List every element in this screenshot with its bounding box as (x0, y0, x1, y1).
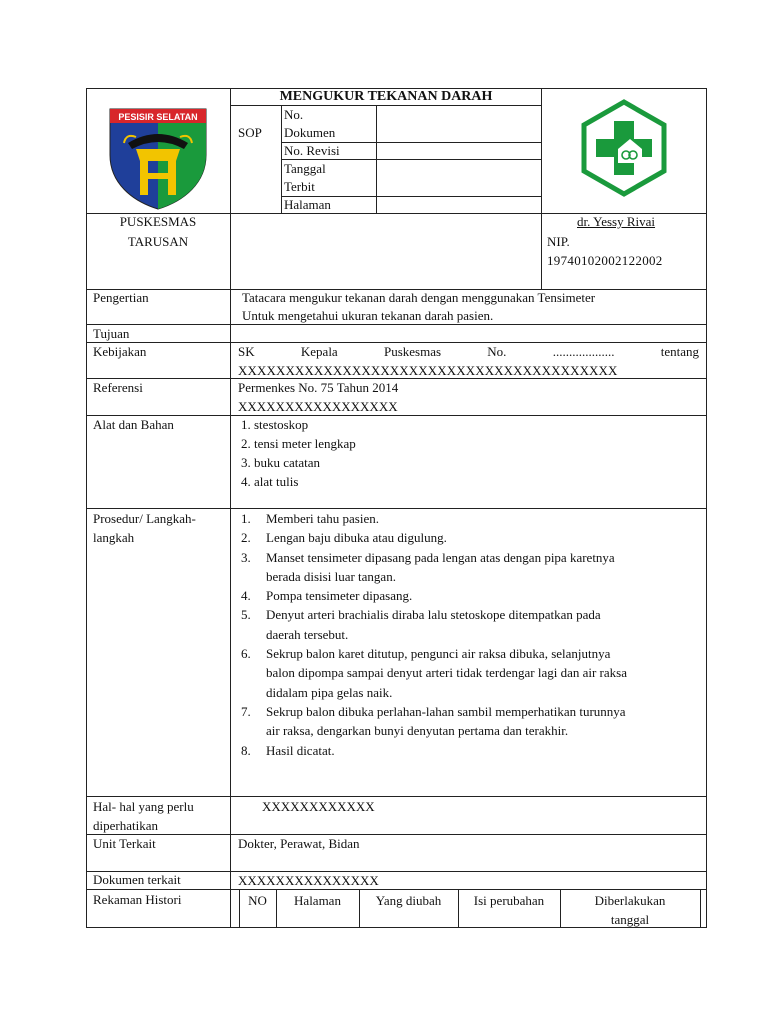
kebijakan-word: SK (238, 344, 255, 359)
referensi-text: Permenkes No. 75 Tahun 2014 (238, 380, 399, 395)
step-text: Pompa tensimeter dipasang. (266, 588, 413, 604)
list-item (241, 586, 703, 605)
alat-item: 3. buku catatan (241, 455, 321, 470)
step-number: 2. (241, 530, 251, 546)
divider (700, 889, 701, 928)
step-text: Sekrup balon dibuka perlahan-lahan sambil memperhatikan turunnya (266, 703, 626, 719)
referensi-text: XXXXXXXXXXXXXXXXX (238, 399, 398, 414)
pengertian-text: Tatacara mengukur tekanan darah dengan menggunakan Tensimeter (242, 290, 596, 305)
signer-nip: 19740102002122002 (547, 253, 663, 268)
unit-value: Dokter, Perawat, Bidan (238, 836, 360, 851)
hal-value: XXXXXXXXXXXX (262, 799, 375, 814)
pesisir-selatan-logo (106, 103, 210, 211)
alat-item: 1. stestoskop (241, 417, 309, 432)
signer-name: dr. Yessy Rivai (577, 214, 656, 229)
step-number: 5. (241, 607, 251, 623)
list-item (241, 741, 703, 760)
step-text: balon dipompa sampai denyut arteri tidak terdengar lagi dan air raksa (266, 665, 627, 681)
step-number: 1. (241, 511, 251, 526)
kebijakan-text: XXXXXXXXXXXXXXXXXXXXXXXXXXXXXXXXXXXXXXXX (238, 363, 618, 378)
list-item (241, 509, 703, 528)
step-text: Lengan baju dibuka atau digulung. (266, 530, 447, 546)
alat-item: 4. alat tulis (241, 474, 299, 489)
step-text: Hasil dicatat. (266, 742, 335, 758)
field-label-no-dokumen: Dokumen (284, 125, 336, 140)
step-text: Denyut arteri brachialis diraba lalu stetoskope ditempatkan pada (266, 607, 601, 623)
step-text: daerah tersebut. (266, 626, 349, 642)
svg-text:PESISIR SELATAN: PESISIR SELATAN (118, 112, 198, 122)
kebijakan-word: tentang (660, 344, 699, 359)
list-item (241, 605, 703, 644)
alat-item: 2. tensi meter lengkap (241, 436, 356, 451)
history-header-isi-perubahan: Isi perubahan (473, 893, 545, 908)
puskesmas-logo (578, 99, 670, 197)
dokumen-value: XXXXXXXXXXXXXXX (238, 873, 379, 888)
history-header-yang-diubah: Yang diubah (375, 893, 442, 908)
field-label-tanggal-terbit: Terbit (284, 179, 315, 194)
row-label-prosedur: langkah (93, 530, 135, 545)
kebijakan-word: ................... (552, 344, 615, 359)
history-header-halaman: Halaman (294, 893, 341, 908)
step-text: Memberi tahu pasien. (266, 511, 379, 526)
row-label-alat: Alat dan Bahan (93, 417, 174, 432)
step-number: 8. (241, 742, 251, 758)
row-label-prosedur: Prosedur/ Langkah- (93, 511, 196, 526)
kebijakan-text (238, 342, 699, 361)
row-label-dokumen: Dokumen terkait (93, 872, 181, 887)
history-header-no: NO (248, 893, 267, 908)
signer-nip-label: NIP. (547, 234, 570, 249)
step-text: Manset tensimeter dipasang pada lengan atas dengan pipa karetnya (266, 549, 615, 565)
list-item (241, 702, 703, 741)
step-text: berada disisi luar tangan. (266, 568, 396, 584)
sop-label: SOP (238, 125, 262, 140)
history-header-diberlakukan: Diberlakukan (594, 893, 666, 908)
field-label-tanggal-terbit: Tanggal (284, 161, 326, 176)
kebijakan-word: No. (487, 344, 507, 359)
step-number: 3. (241, 549, 251, 565)
list-item (241, 644, 703, 702)
field-label-no-revisi: No. Revisi (284, 143, 340, 158)
step-text: didalam pipa gelas naik. (266, 684, 393, 700)
row-label-hal: Hal- hal yang perlu (93, 799, 194, 814)
field-label-halaman: Halaman (284, 197, 331, 212)
step-number: 4. (241, 588, 251, 604)
row-label-rekaman: Rekaman Histori (93, 892, 182, 907)
row-label-referensi: Referensi (93, 380, 143, 395)
list-item (241, 528, 703, 547)
divider (86, 834, 707, 835)
institution-name: PUSKESMAS (119, 214, 197, 229)
row-label-pengertian: Pengertian (93, 290, 149, 305)
row-label-unit: Unit Terkait (93, 836, 156, 851)
pengertian-text: Untuk mengetahui ukuran tekanan darah pasien. (242, 308, 494, 323)
prosedur-steps (241, 509, 703, 760)
document-title: MENGUKUR TEKANAN DARAH (279, 89, 493, 104)
row-label-tujuan: Tujuan (93, 326, 130, 341)
institution-name: TARUSAN (127, 234, 189, 249)
kebijakan-word: Puskesmas (383, 344, 442, 359)
history-header-diberlakukan: tanggal (610, 912, 650, 927)
step-number: 6. (241, 646, 251, 662)
row-label-kebijakan: Kebijakan (93, 344, 147, 359)
list-item (241, 548, 703, 587)
step-text: air raksa, dengarkan bunyi denyutan pertama dan terakhir. (266, 723, 569, 739)
kebijakan-word: Kepala (300, 344, 338, 359)
step-number: 7. (241, 703, 251, 719)
step-text: Sekrup balon karet ditutup, pengunci air raksa dibuka, selanjutnya (266, 646, 611, 662)
row-label-hal: diperhatikan (93, 818, 158, 833)
field-label-no-dokumen: No. (284, 107, 304, 122)
divider (541, 88, 542, 290)
